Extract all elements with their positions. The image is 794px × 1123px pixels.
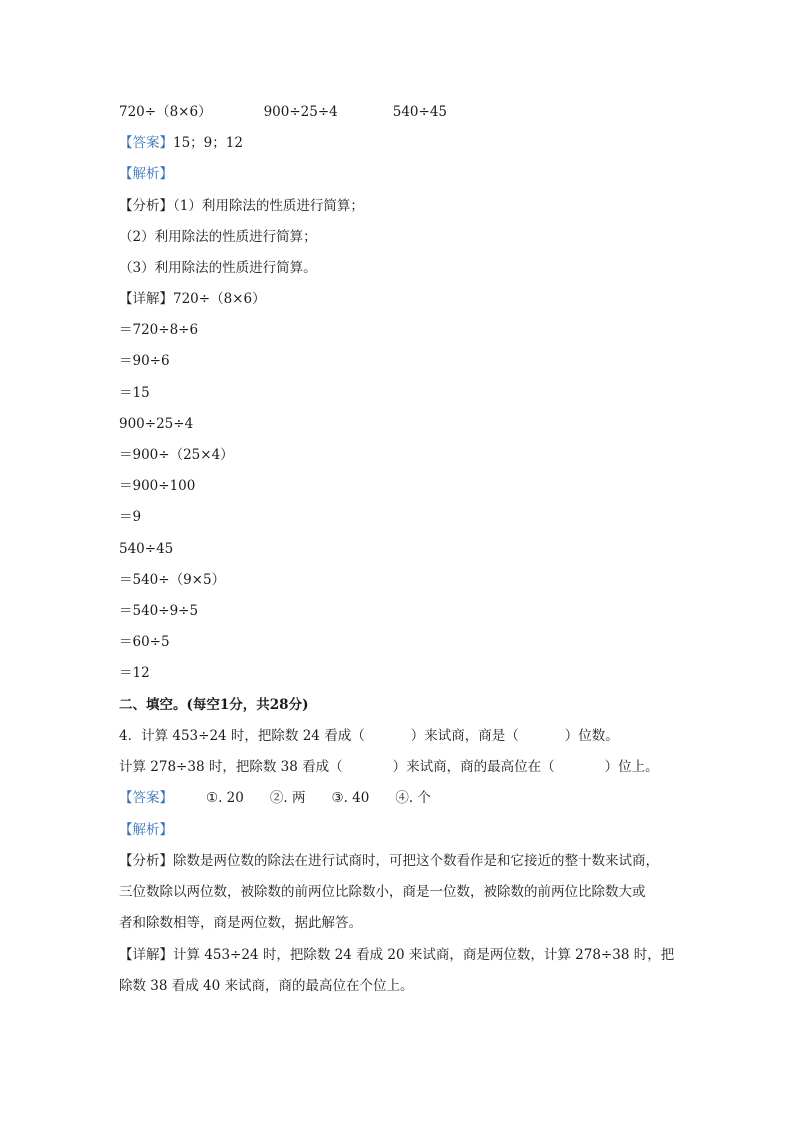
fenxi-text-1: （1）利用除法的性质进行简算； — [173, 198, 364, 214]
section-title: 二、填空。(每空1分，共28分) — [119, 697, 309, 713]
answer-item: ③. 40 — [331, 790, 370, 806]
answer-text: 15；9；12 — [173, 135, 243, 151]
q4-text-2a: 计算 278÷38 时，把除数 38 看成（ — [119, 759, 343, 775]
q4-text-2c: ）位上。 — [604, 759, 659, 775]
answer-item: ②. 两 — [269, 790, 306, 806]
fenxi-text-2: （2）利用除法的性质进行简算； — [119, 229, 317, 245]
expression-1: 720÷（8×6） — [119, 104, 212, 120]
q4-text-1a: 4．计算 453÷24 时，把除数 24 看成（ — [119, 728, 365, 744]
answer-item: ①. 20 — [206, 790, 244, 806]
analysis-heading — [119, 164, 173, 184]
calc-step: ＝900÷（25×4） — [119, 447, 234, 463]
calc-step: 540÷45 — [119, 541, 174, 557]
fenxi-line-1 — [119, 196, 364, 216]
detail-first-expression: 720÷（8×6） — [173, 291, 266, 307]
answer-line — [119, 133, 243, 153]
expression-row — [119, 102, 447, 122]
q4-detail-line-2 — [119, 976, 414, 996]
answer-item: ④. 个 — [395, 790, 431, 806]
fenxi-tag: 【分析】 — [119, 853, 173, 869]
calc-step: ＝540÷9÷5 — [119, 603, 199, 619]
calc-step: ＝12 — [119, 665, 150, 681]
answer-tag: 【答案】 — [119, 135, 173, 151]
calc-step: ＝9 — [119, 509, 142, 525]
question-4-line-2 — [119, 757, 659, 777]
calc-step: ＝540÷（9×5） — [119, 572, 226, 588]
expression-2: 900÷25÷4 — [263, 104, 338, 120]
q4-answer-line — [119, 788, 431, 808]
calc-step: 900÷25÷4 — [119, 416, 194, 432]
fenxi-line-3 — [119, 258, 317, 278]
analysis-tag: 【解析】 — [119, 822, 173, 838]
detail-tag: 【详解】 — [119, 947, 173, 963]
detail-text-2: 除数 38 看成 40 来试商，商的最高位在个位上。 — [119, 978, 414, 994]
detail-line-first — [119, 289, 266, 309]
q4-detail-line-1 — [119, 945, 674, 965]
expression-3: 540÷45 — [392, 104, 448, 120]
calc-step: ＝900÷100 — [119, 478, 196, 494]
q4-fenxi-line-2 — [119, 882, 646, 902]
fenxi-text-1: 除数是两位数的除法在进行试商时，可把这个数看作是和它接近的整十数来试商， — [173, 853, 659, 869]
q4-fenxi-line-1 — [119, 851, 659, 871]
calc-step: ＝15 — [119, 385, 150, 401]
calc-step: ＝60÷5 — [119, 634, 170, 650]
q4-text-1c: ）位数。 — [564, 728, 619, 744]
q4-text-2b: ）来试商，商的最高位在（ — [392, 759, 555, 775]
q4-fenxi-line-3 — [119, 913, 362, 933]
answer-tag: 【答案】 — [119, 790, 173, 806]
fenxi-tag: 【分析】 — [119, 198, 173, 214]
fenxi-text-2: 三位数除以两位数，被除数的前两位比除数小，商是一位数，被除数的前两位比除数大或 — [119, 884, 646, 900]
q4-analysis-heading — [119, 820, 173, 840]
calc-step: ＝720÷8÷6 — [119, 322, 199, 338]
detail-tag: 【详解】 — [119, 291, 173, 307]
q4-text-1b: ）来试商，商是（ — [410, 728, 519, 744]
analysis-tag: 【解析】 — [119, 166, 173, 182]
fenxi-text-3: 者和除数相等，商是两位数，据此解答。 — [119, 915, 362, 931]
calc-step: ＝90÷6 — [119, 353, 170, 369]
fenxi-text-3: （3）利用除法的性质进行简算。 — [119, 260, 317, 276]
detail-text-1: 计算 453÷24 时，把除数 24 看成 20 来试商，商是两位数，计算 278÷38 时，把 — [173, 947, 675, 963]
fenxi-line-2 — [119, 227, 317, 247]
question-4-line-1 — [119, 726, 619, 746]
